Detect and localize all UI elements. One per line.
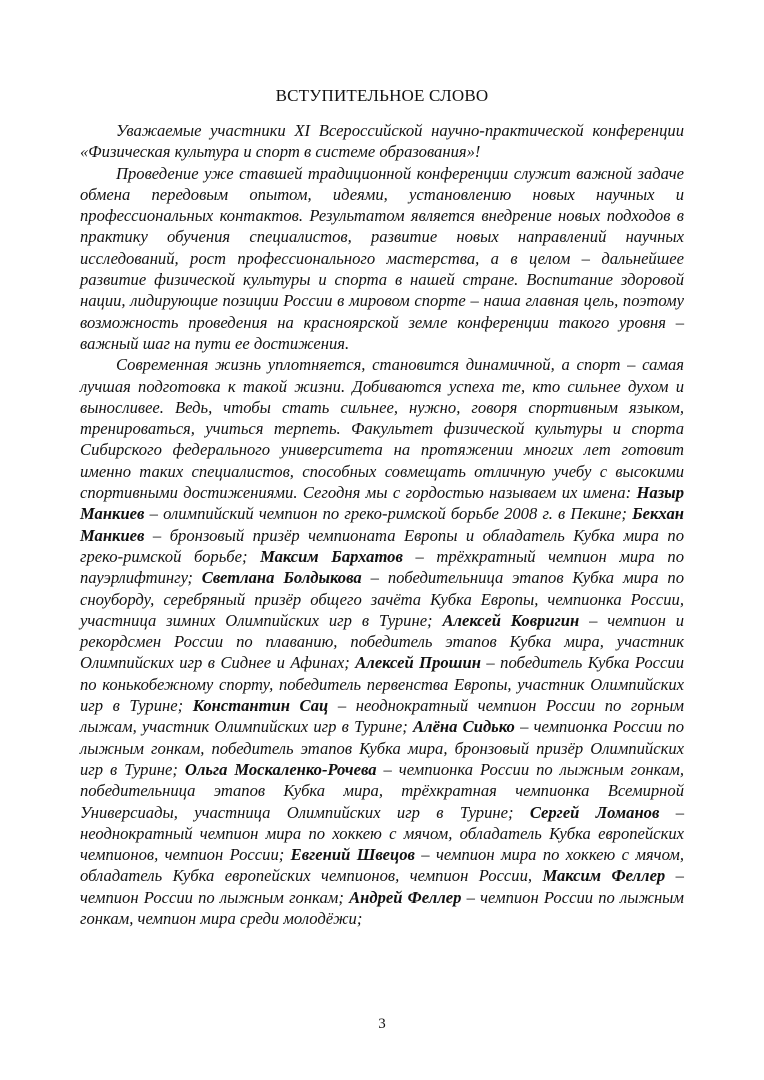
athlete-name: Бекхан Манкиев <box>80 504 684 545</box>
athlete-name: Светлана Болдыкова <box>201 568 362 588</box>
text-segment: – неоднократный чемпион мира по хоккею с мячом, обладатель Кубка европейских чемпионов, чемпион России; <box>80 802 684 865</box>
paragraph-athletes <box>80 354 684 929</box>
page-number: 3 <box>378 1016 386 1032</box>
athlete-name: Ольга Москаленко-Рочева <box>184 759 377 779</box>
athlete-name: Алёна Сидько <box>412 717 515 737</box>
text-segment: – бронзовый призёр чемпионата Европы и обладатель Кубка мира по греко-римской борьбе; <box>80 525 684 566</box>
athlete-name: Максим Феллер <box>542 866 666 886</box>
athlete-name: Константин Сац <box>192 696 329 716</box>
athlete-name: Сергей Ломанов <box>529 802 660 822</box>
paragraph-purpose <box>80 163 684 355</box>
athlete-name: Назыр Манкиев <box>80 483 684 524</box>
text-segment: – трёхкратный чемпион мира по пауэрлифтингу; <box>80 546 685 588</box>
page-title: ВСТУПИТЕЛЬНОЕ СЛОВО <box>275 86 489 105</box>
athlete-name: Алексей Ковригин <box>442 610 580 630</box>
paragraph-greeting <box>80 120 684 163</box>
text-segment: Проведение уже ставшей традиционной конференции служит важной задаче обмена передовым опытом, идеями, установлению новых научных и профессиональных контактов. Результатом является внедрение новых подходов в практику обучения специалистов, развитие новых направлений научных исследований, рост профессионального мастерства, а в целом – дальнейшее развитие физической культуры и спорта в нашей стране. Воспитание здоровой нации, лидирующие позиции России в мировом спорте – наша главная цель, поэтому возможность проведения на красноярской земле конференции такого уровня – важный шаг на пути ее достижения. <box>80 163 684 353</box>
text-segment: – чемпионка России по лыжным гонкам, победительница этапов Кубка мира, трёхкратная чемпионка Всемирной Универсиады, участница Олимпийских игр в Турине; <box>80 759 684 822</box>
athlete-name: Алексей Прошин <box>355 653 481 673</box>
body-text <box>80 120 684 929</box>
text-segment: – победитель Кубка России по конькобежному спорту, победитель первенства Европы, участник Олимпийских игр в Турине; <box>80 653 684 716</box>
text-segment: – чемпион России по лыжным гонкам, чемпион мира среди молодёжи; <box>80 887 685 928</box>
text-segment: Уважаемые участники XI Всероссийской научно-практической конференции «Физическая культура и спорт в системе образования»! <box>80 121 684 162</box>
athlete-name: Андрей Феллер <box>349 887 462 907</box>
text-segment: – олимпийский чемпион по греко-римской борьбе 2008 г. в Пекине; <box>144 504 633 524</box>
text-segment: – неоднократный чемпион России по горным лыжам, участник Олимпийских игр в Турине; <box>80 696 685 737</box>
text-segment: – победительница этапов Кубка мира по сноуборду, серебряный призёр общего зачёта Кубка Европы, чемпионка России, участница зимних Олимпийских игр в Турине; <box>80 568 684 630</box>
text-segment: – чемпион России по лыжным гонкам; <box>80 866 684 907</box>
text-segment: – чемпион мира по хоккею с мячом, обладатель Кубка европейских чемпионов, чемпион России, <box>80 845 684 886</box>
text-segment: Современная жизнь уплотняется, становится динамичной, а спорт – самая лучшая подготовка к такой жизни. Добиваются успеха те, кто сильнее духом и выносливее. Ведь, чтобы стать сильнее, нужно, говоря спортивным языком, тренироваться, учиться терпеть. Факультет физической культуры и спорта Сибирского федерального университета на протяжении многих лет готовит именно таких специалистов, способных совмещать отличную учебу с высокими спортивными достижениями. Сегодня мы с гордостью называем их имена: <box>80 355 684 503</box>
athlete-name: Максим Бархатов <box>260 546 403 566</box>
text-segment: – чемпионка России по лыжным гонкам, победитель этапов Кубка мира, бронзовый призёр Олимпийских игр в Турине; <box>80 717 684 779</box>
athlete-name: Евгений Швецов <box>290 845 415 865</box>
text-segment: – чемпион и рекордсмен России по плаванию, победитель этапов Кубка мира, участник Олимпийских игр в Сиднее и Афинах; <box>80 610 684 673</box>
